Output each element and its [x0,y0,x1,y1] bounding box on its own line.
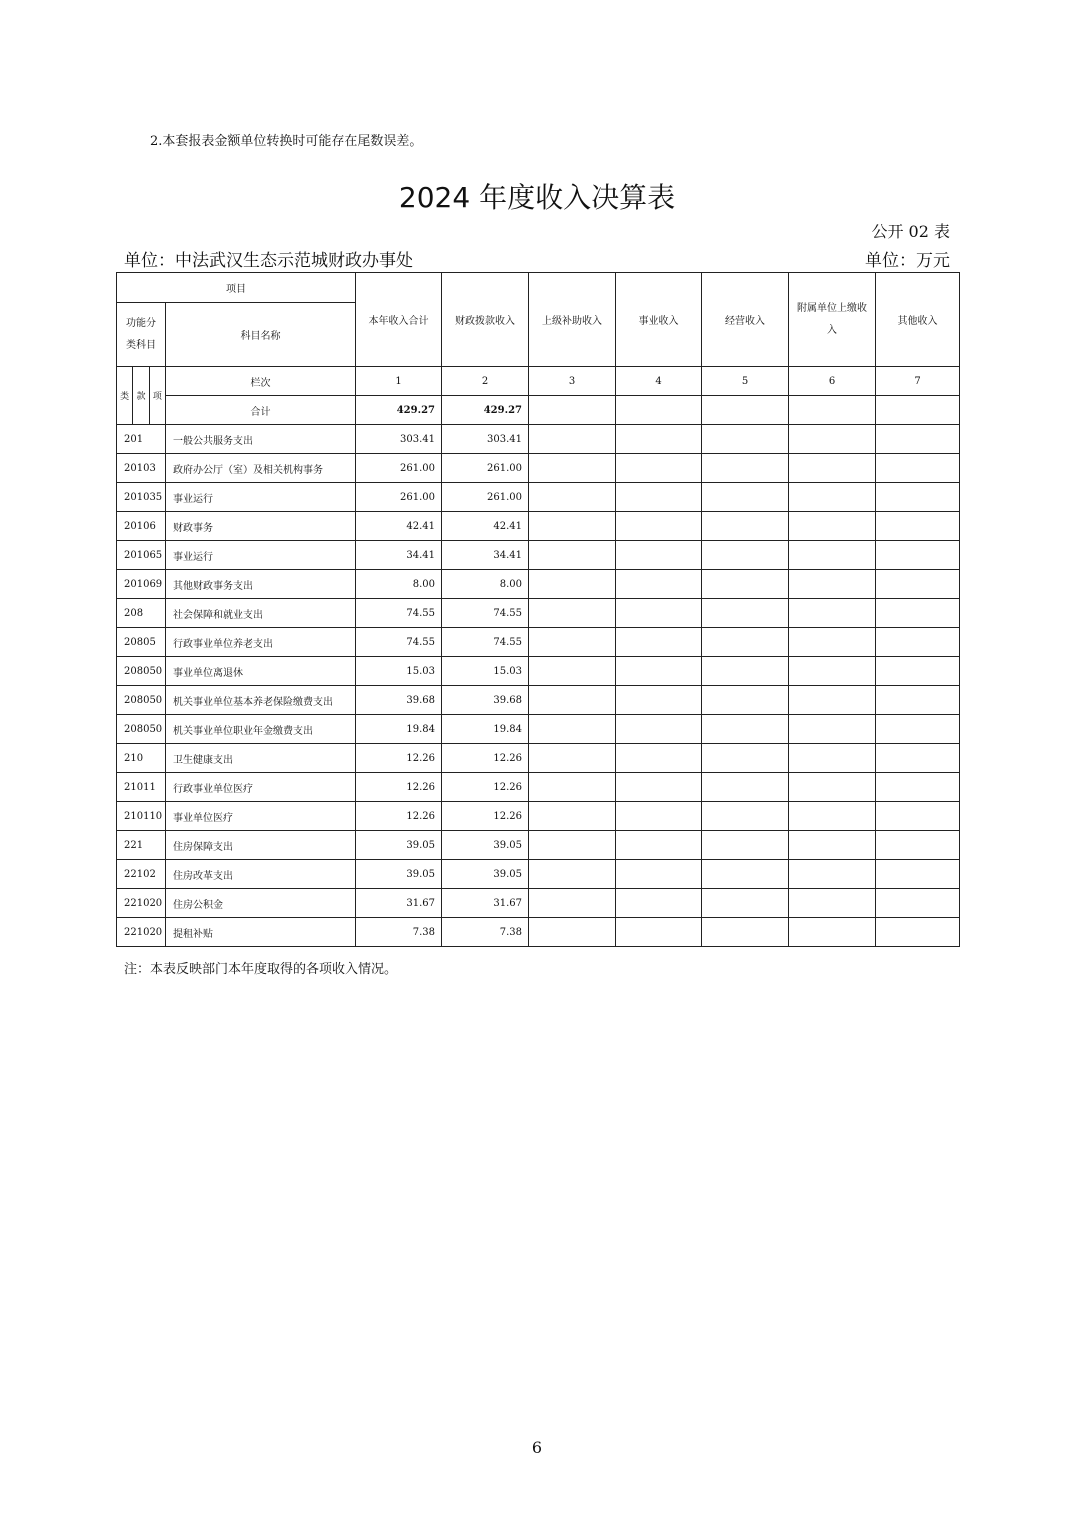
row-fiscal: 303.41 [442,425,529,454]
row-empty-cell [616,889,702,918]
row-empty-cell [876,657,960,686]
row-fiscal: 12.26 [442,744,529,773]
row-empty-cell [876,918,960,947]
table-row [117,657,960,686]
header-col-7: 其他收入 [876,273,960,367]
col-number-4: 4 [616,367,702,396]
row-empty-cell [529,570,616,599]
row-empty-cell [529,686,616,715]
row-empty-cell [876,483,960,512]
table-row [117,831,960,860]
row-empty-cell [529,541,616,570]
page-number: 6 [531,1438,543,1457]
table-row [117,802,960,831]
row-total: 19.84 [356,715,442,744]
income-table [116,272,960,947]
row-empty-cell [702,773,789,802]
row-fiscal: 74.55 [442,599,529,628]
row-empty-cell [789,802,876,831]
row-code: 20106 [117,512,166,541]
row-empty-cell [876,512,960,541]
foot-note: 注：本表反映部门本年度取得的各项收入情况。 [124,962,398,977]
row-name: 一般公共服务支出 [166,425,356,454]
row-empty-cell [702,918,789,947]
row-empty-cell [529,715,616,744]
row-empty-cell [876,889,960,918]
row-empty-cell [616,599,702,628]
row-name: 住房改革支出 [166,860,356,889]
row-empty-cell [789,512,876,541]
row-empty-cell [789,773,876,802]
row-empty-cell [876,570,960,599]
row-empty-cell [529,628,616,657]
row-fiscal: 19.84 [442,715,529,744]
row-name: 社会保障和就业支出 [166,599,356,628]
row-name: 行政事业单位医疗 [166,773,356,802]
row-code: 20805 [117,628,166,657]
row-name: 住房保障支出 [166,831,356,860]
row-empty-cell [876,599,960,628]
row-empty-cell [702,628,789,657]
unit-organization: 单位：中法武汉生态示范城财政办事处 [124,251,413,271]
row-total: 15.03 [356,657,442,686]
row-empty-cell [789,454,876,483]
row-code: 20103 [117,454,166,483]
row-name: 行政事业单位养老支出 [166,628,356,657]
row-empty-cell [529,889,616,918]
row-fiscal: 39.68 [442,686,529,715]
total-value-7 [876,396,960,425]
row-empty-cell [876,831,960,860]
row-fiscal: 31.67 [442,889,529,918]
row-empty-cell [789,831,876,860]
row-name: 提租补贴 [166,918,356,947]
row-code: 208050 [117,657,166,686]
table-row [117,889,960,918]
row-fiscal: 34.41 [442,541,529,570]
row-fiscal: 39.05 [442,860,529,889]
row-total: 8.00 [356,570,442,599]
row-fiscal: 8.00 [442,570,529,599]
row-empty-cell [789,715,876,744]
row-code: 201 [117,425,166,454]
row-empty-cell [529,512,616,541]
row-empty-cell [616,512,702,541]
row-empty-cell [616,628,702,657]
header-col-1: 本年收入合计 [356,273,442,367]
row-total: 12.26 [356,744,442,773]
row-empty-cell [616,715,702,744]
row-empty-cell [876,454,960,483]
row-empty-cell [789,744,876,773]
row-empty-cell [702,686,789,715]
col-number-6: 6 [789,367,876,396]
row-fiscal: 261.00 [442,454,529,483]
row-code: 208 [117,599,166,628]
col-number-7: 7 [876,367,960,396]
row-total: 261.00 [356,454,442,483]
row-total: 39.05 [356,860,442,889]
col-number-3: 3 [529,367,616,396]
row-total: 39.68 [356,686,442,715]
row-empty-cell [702,570,789,599]
table-row [117,483,960,512]
header-lei-kuan-xiang [117,367,166,425]
row-empty-cell [702,483,789,512]
row-empty-cell [616,425,702,454]
row-fiscal: 42.41 [442,512,529,541]
total-value-3 [529,396,616,425]
row-empty-cell [529,425,616,454]
row-empty-cell [702,454,789,483]
row-empty-cell [616,541,702,570]
row-empty-cell [529,918,616,947]
row-empty-cell [616,831,702,860]
row-total: 12.26 [356,773,442,802]
row-empty-cell [876,744,960,773]
row-fiscal: 12.26 [442,802,529,831]
header-col-2: 财政拨款收入 [442,273,529,367]
row-code: 21011 [117,773,166,802]
row-empty-cell [876,773,960,802]
row-empty-cell [789,570,876,599]
row-empty-cell [789,541,876,570]
row-empty-cell [789,483,876,512]
row-empty-cell [702,860,789,889]
row-empty-cell [529,454,616,483]
row-empty-cell [529,860,616,889]
row-total: 74.55 [356,628,442,657]
header-col-5: 经营收入 [702,273,789,367]
total-label: 合计 [166,396,356,425]
row-code: 208050 [117,715,166,744]
row-empty-cell [789,918,876,947]
table-row [117,541,960,570]
row-empty-cell [876,860,960,889]
row-empty-cell [616,802,702,831]
row-empty-cell [702,657,789,686]
row-empty-cell [702,831,789,860]
table-row [117,599,960,628]
table-row [117,918,960,947]
row-empty-cell [789,860,876,889]
row-name: 事业运行 [166,483,356,512]
row-total: 7.38 [356,918,442,947]
row-fiscal: 261.00 [442,483,529,512]
row-code: 208050 [117,686,166,715]
total-value-1: 429.27 [356,396,442,425]
row-fiscal: 12.26 [442,773,529,802]
row-empty-cell [616,744,702,773]
col-number-5: 5 [702,367,789,396]
row-code: 210 [117,744,166,773]
table-row [117,773,960,802]
row-name: 政府办公厅（室）及相关机构事务 [166,454,356,483]
row-empty-cell [876,715,960,744]
total-value-2: 429.27 [442,396,529,425]
table-row [117,425,960,454]
header-kuan: 款 [132,367,148,424]
header-project: 项目 [117,273,356,303]
row-empty-cell [789,657,876,686]
row-empty-cell [529,773,616,802]
row-empty-cell [616,860,702,889]
row-empty-cell [702,744,789,773]
top-note: 2.本套报表金额单位转换时可能存在尾数误差。 [150,134,423,149]
table-row [117,570,960,599]
unit-currency: 单位：万元 [865,251,950,271]
row-name: 事业单位医疗 [166,802,356,831]
row-name: 其他财政事务支出 [166,570,356,599]
row-empty-cell [702,541,789,570]
row-empty-cell [789,889,876,918]
row-code: 22102 [117,860,166,889]
row-empty-cell [789,425,876,454]
total-value-6 [789,396,876,425]
row-empty-cell [616,657,702,686]
table-row [117,686,960,715]
row-empty-cell [702,889,789,918]
row-empty-cell [876,628,960,657]
row-code: 221020 [117,889,166,918]
page-title: 2024 年度收入决算表 [398,181,676,214]
row-fiscal: 7.38 [442,918,529,947]
row-code: 201035 [117,483,166,512]
row-empty-cell [616,918,702,947]
row-code: 221020 [117,918,166,947]
row-empty-cell [529,744,616,773]
row-total: 34.41 [356,541,442,570]
table-row [117,454,960,483]
row-empty-cell [616,570,702,599]
row-fiscal: 15.03 [442,657,529,686]
col-number-1: 1 [356,367,442,396]
row-total: 31.67 [356,889,442,918]
header-subject-name: 科目名称 [166,303,356,367]
header-xiang: 项 [149,367,165,424]
header-col-4: 事业收入 [616,273,702,367]
row-total: 74.55 [356,599,442,628]
row-code: 201065 [117,541,166,570]
row-empty-cell [876,802,960,831]
row-empty-cell [702,512,789,541]
row-empty-cell [702,802,789,831]
table-row [117,744,960,773]
row-name: 机关事业单位基本养老保险缴费支出 [166,686,356,715]
row-name: 住房公积金 [166,889,356,918]
total-value-4 [616,396,702,425]
row-empty-cell [702,599,789,628]
row-empty-cell [876,686,960,715]
row-total: 261.00 [356,483,442,512]
row-empty-cell [789,628,876,657]
row-total: 12.26 [356,802,442,831]
table-row [117,628,960,657]
header-col-6: 附属单位上缴收入 [789,273,876,367]
row-empty-cell [616,686,702,715]
header-lanci: 栏次 [166,367,356,396]
row-fiscal: 39.05 [442,831,529,860]
row-total: 303.41 [356,425,442,454]
row-name: 事业单位离退休 [166,657,356,686]
row-empty-cell [616,454,702,483]
form-code: 公开 02 表 [871,222,950,241]
header-func-class: 功能分类科目 [117,303,166,367]
header-lei: 类 [120,392,130,402]
total-value-5 [702,396,789,425]
row-empty-cell [789,599,876,628]
row-empty-cell [529,599,616,628]
row-empty-cell [789,686,876,715]
table-row [117,512,960,541]
row-name: 机关事业单位职业年金缴费支出 [166,715,356,744]
row-total: 42.41 [356,512,442,541]
row-code: 221 [117,831,166,860]
row-empty-cell [876,425,960,454]
header-col-3: 上级补助收入 [529,273,616,367]
col-number-2: 2 [442,367,529,396]
row-fiscal: 74.55 [442,628,529,657]
row-empty-cell [529,831,616,860]
table-row [117,860,960,889]
row-empty-cell [529,802,616,831]
row-name: 事业运行 [166,541,356,570]
row-name: 卫生健康支出 [166,744,356,773]
row-empty-cell [876,541,960,570]
table-row [117,715,960,744]
row-empty-cell [702,425,789,454]
row-empty-cell [616,483,702,512]
row-name: 财政事务 [166,512,356,541]
row-empty-cell [529,483,616,512]
row-code: 201069 [117,570,166,599]
row-empty-cell [616,773,702,802]
row-total: 39.05 [356,831,442,860]
row-code: 210110 [117,802,166,831]
row-empty-cell [702,715,789,744]
row-empty-cell [529,657,616,686]
